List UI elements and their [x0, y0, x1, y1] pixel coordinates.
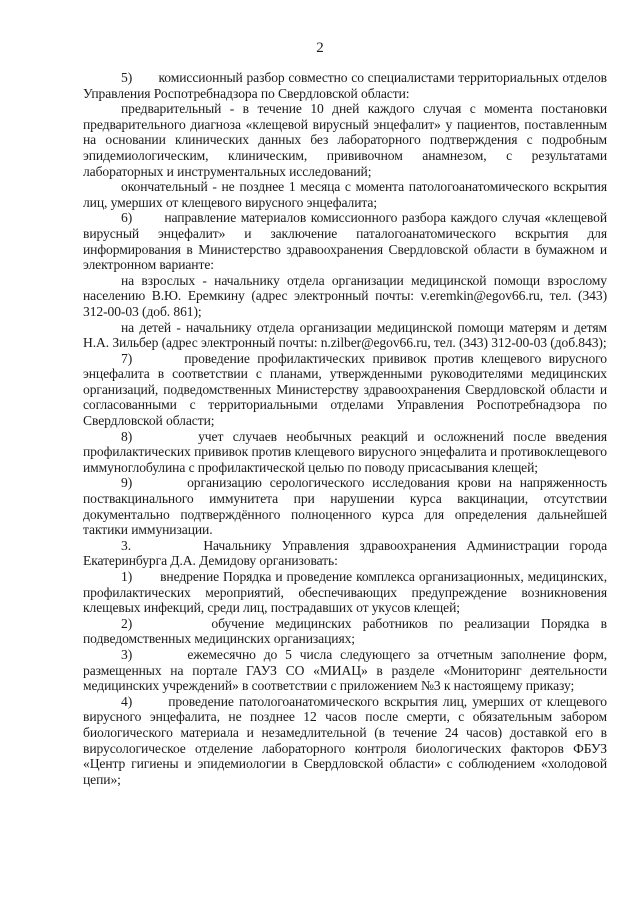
- paragraph-item-7-vaccinations: 7) проведение профилактических прививок против клещевого вирусного энцефалита в соответствии с планами, утвержденными руководителями медицинских организаций, подведомственных Министерству здравоохранения Свердловской области и согласованными с территориальными отделами Управления Роспотребнадзора по Свердловской области;: [83, 350, 607, 429]
- paragraph-preliminary-review: предварительный - в течение 10 дней каждого случая с момента постановки предварительного диагноза «клещевой вирусный энцефалит» у пациентов, поставленным на основании клинических данных без лабораторного подтверждения с подробным эпидемиологическим, клиническим, прививочном анамнезом, с результатами лабораторных и инструментальных исследований;: [83, 101, 607, 179]
- paragraph-section-3-heading: 3. Начальнику Управления здравоохранения Администрации города Екатеринбурга Д.А. Демидову организовать:: [83, 537, 607, 569]
- paragraph-item-8-reactions: 8) учет случаев необычных реакций и осложнений после введения профилактических прививок против клещевого вирусного энцефалита и противоклещевого иммуноглобулина с профилактической целью по поводу присасывания клещей;: [83, 428, 607, 475]
- document-body: [83, 70, 607, 787]
- paragraph-sub-1-procedure: 1) внедрение Порядка и проведение комплекса организационных, медицинских, профилактических мероприятий, обеспечивающих предупреждение возникновения клещевых инфекций, среди лиц, пострадавших от укусов клещей;: [83, 569, 607, 616]
- paragraph-adults-contact: на взрослых - начальнику отдела организации медицинской помощи взрослому населению В.Ю. Еремкину (адрес электронный почты: v.eremkin@egov66.ru, тел. (343) 312-00-03 (доб. 861);: [83, 272, 607, 319]
- paragraph-item-5-commission-review: 5) комиссионный разбор совместно со специалистами территориальных отделов Управления Роспотребнадзора по Свердловской области:: [83, 70, 607, 101]
- paragraph-item-9-serology: 9) организацию серологического исследования крови на напряженность поствакцинального иммунитета при нарушении курса вакцинации, отсутствии документально подтверждённого полноценного курса для определения дальнейшей тактики иммунизации.: [83, 475, 607, 538]
- paragraph-item-6-materials-submission: 6) направление материалов комиссионного разбора каждого случая «клещевой вирусный энцефалит» и заключение паталогоанатомического вскрытия для информирования в Министерство здравоохранения Свердловской области в бумажном и электронном варианте:: [83, 210, 607, 273]
- paragraph-children-contact: на детей - начальнику отдела организации медицинской помощи матерям и детям Н.А. Зильбер (адрес электронный почты: n.zilber@egov66.ru, тел. (343) 312-00-03 (доб.843);: [83, 319, 607, 351]
- paragraph-sub-2-training: 2) обучение медицинских работников по реализации Порядка в подведомственных медицинских организациях;: [83, 615, 607, 647]
- page-number: 2: [316, 40, 324, 56]
- paragraph-final-review: окончательный - не позднее 1 месяца с момента патологоанатомического вскрытия лиц, умерших от клещевого вирусного энцефалита;: [83, 179, 607, 210]
- paragraph-sub-3-monthly-forms: 3) ежемесячно до 5 числа следующего за отчетным заполнение форм, размещенных на портале ГАУЗ СО «МИАЦ» в разделе «Мониторинг деятельности медицинских учреждений» в соответствии с приложением №3 к настоящему приказу;: [83, 646, 607, 694]
- paragraph-sub-4-autopsy: 4) проведение патологоанатомического вскрытия лиц, умерших от клещевого вирусного энцефалита, не позднее 12 часов после смерти, с обязательным забором биологического материала и незамедлительной (в течение 24 часов) доставкой его в вирусологическое отделение лабораторного контроля биологических факторов ФБУЗ «Центр гигиены и эпидемиологии в Свердловской области» с соблюдением «холодовой цепи»;: [83, 693, 607, 787]
